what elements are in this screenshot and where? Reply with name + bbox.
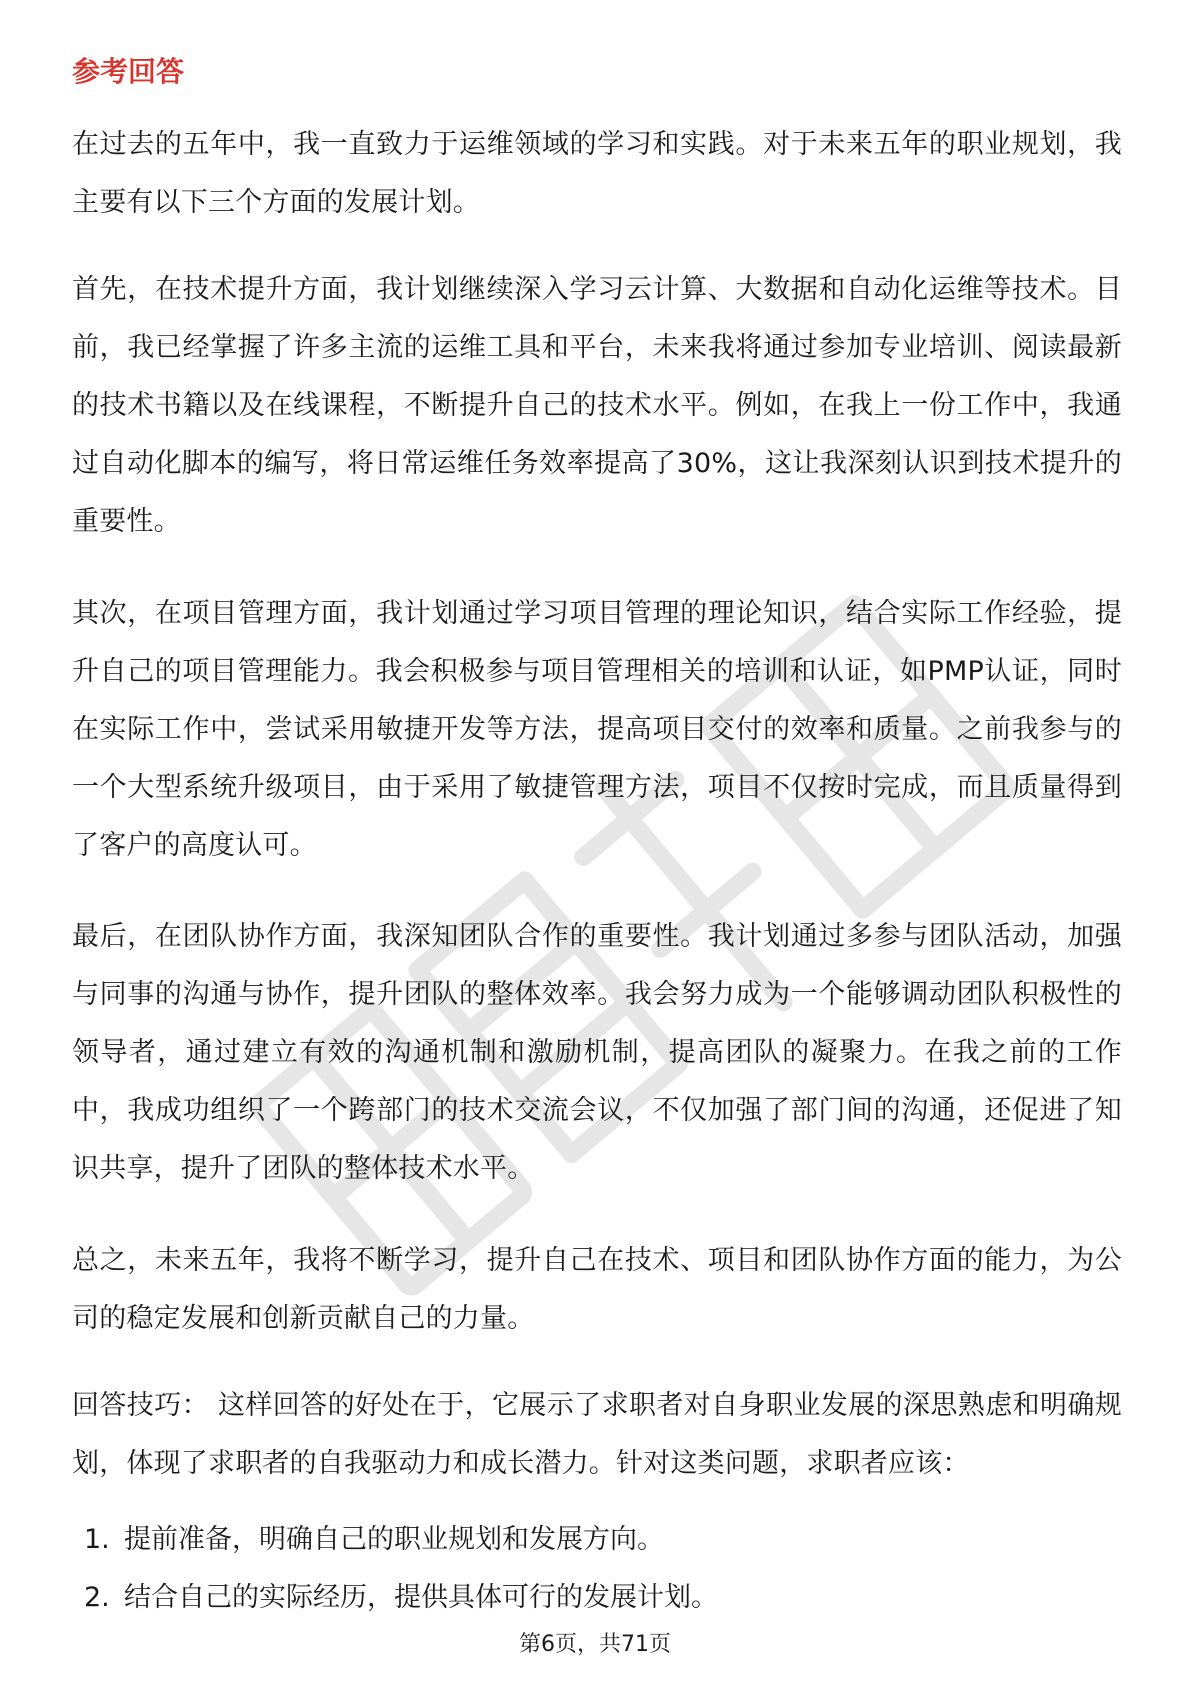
paragraph-summary: 总之，未来五年，我将不断学习，提升自己在技术、项目和团队协作方面的能力，为公司的稳定发展和创新贡献自己的力量。	[72, 1245, 1122, 1334]
page-number-footer: 第6页，共71页	[519, 1632, 671, 1657]
list-item-number: 1.	[84, 1524, 110, 1555]
paragraph-project-management: 其次，在项目管理方面，我计划通过学习项目管理的理论知识，结合实际工作经验，提升自己的项目管理能力。我会积极参与项目管理相关的培训和认证，如PMP认证，同时在实际工作中，尝试采用敏捷开发等方法，提高项目交付的效率和质量。之前我参与的一个大型系统升级项目，由于采用了敏捷管理方法，项目不仅按时完成，而且质量得到了客户的高度认可。	[72, 598, 1122, 861]
paragraph-technology: 首先，在技术提升方面，我计划继续深入学习云计算、大数据和自动化运维等技术。目前，我已经掌握了许多主流的运维工具和平台，未来我将通过参加专业培训、阅读最新的技术书籍以及在线课程，不断提升自己的技术水平。例如，在我上一份工作中，我通过自动化脚本的编写，将日常运维任务效率提高了30%，这让我深刻认识到技术提升的重要性。	[72, 274, 1122, 537]
paragraph-teamwork: 最后，在团队协作方面，我深知团队合作的重要性。我计划通过多参与团队活动，加强与同事的沟通与协作，提升团队的整体效率。我会努力成为一个能够调动团队积极性的领导者，通过建立有效的沟通机制和激励机制，提高团队的凝聚力。在我之前的工作中，我成功组织了一个跨部门的技术交流会议，不仅加强了部门间的沟通，还促进了知识共享，提升了团队的整体技术水平。	[72, 921, 1122, 1184]
list-item	[84, 1569, 1114, 1627]
section-heading: 参考回答	[72, 55, 185, 88]
paragraph-intro: 在过去的五年中，我一直致力于运维领域的学习和实践。对于未来五年的职业规划，我主要有以下三个方面的发展计划。	[72, 129, 1122, 218]
list-item-text: 提前准备，明确自己的职业规划和发展方向。	[124, 1524, 664, 1555]
paragraph-answer-tips: 回答技巧： 这样回答的好处在于，它展示了求职者对自身职业发展的深思熟虑和明确规划，体现了求职者的自我驱动力和成长潜力。针对这类问题，求职者应该：	[72, 1390, 1122, 1479]
list-item	[84, 1511, 1114, 1569]
list-item-number: 2.	[84, 1582, 110, 1613]
list-item-text: 结合自己的实际经历，提供具体可行的发展计划。	[124, 1582, 718, 1613]
tips-list	[84, 1511, 1114, 1627]
